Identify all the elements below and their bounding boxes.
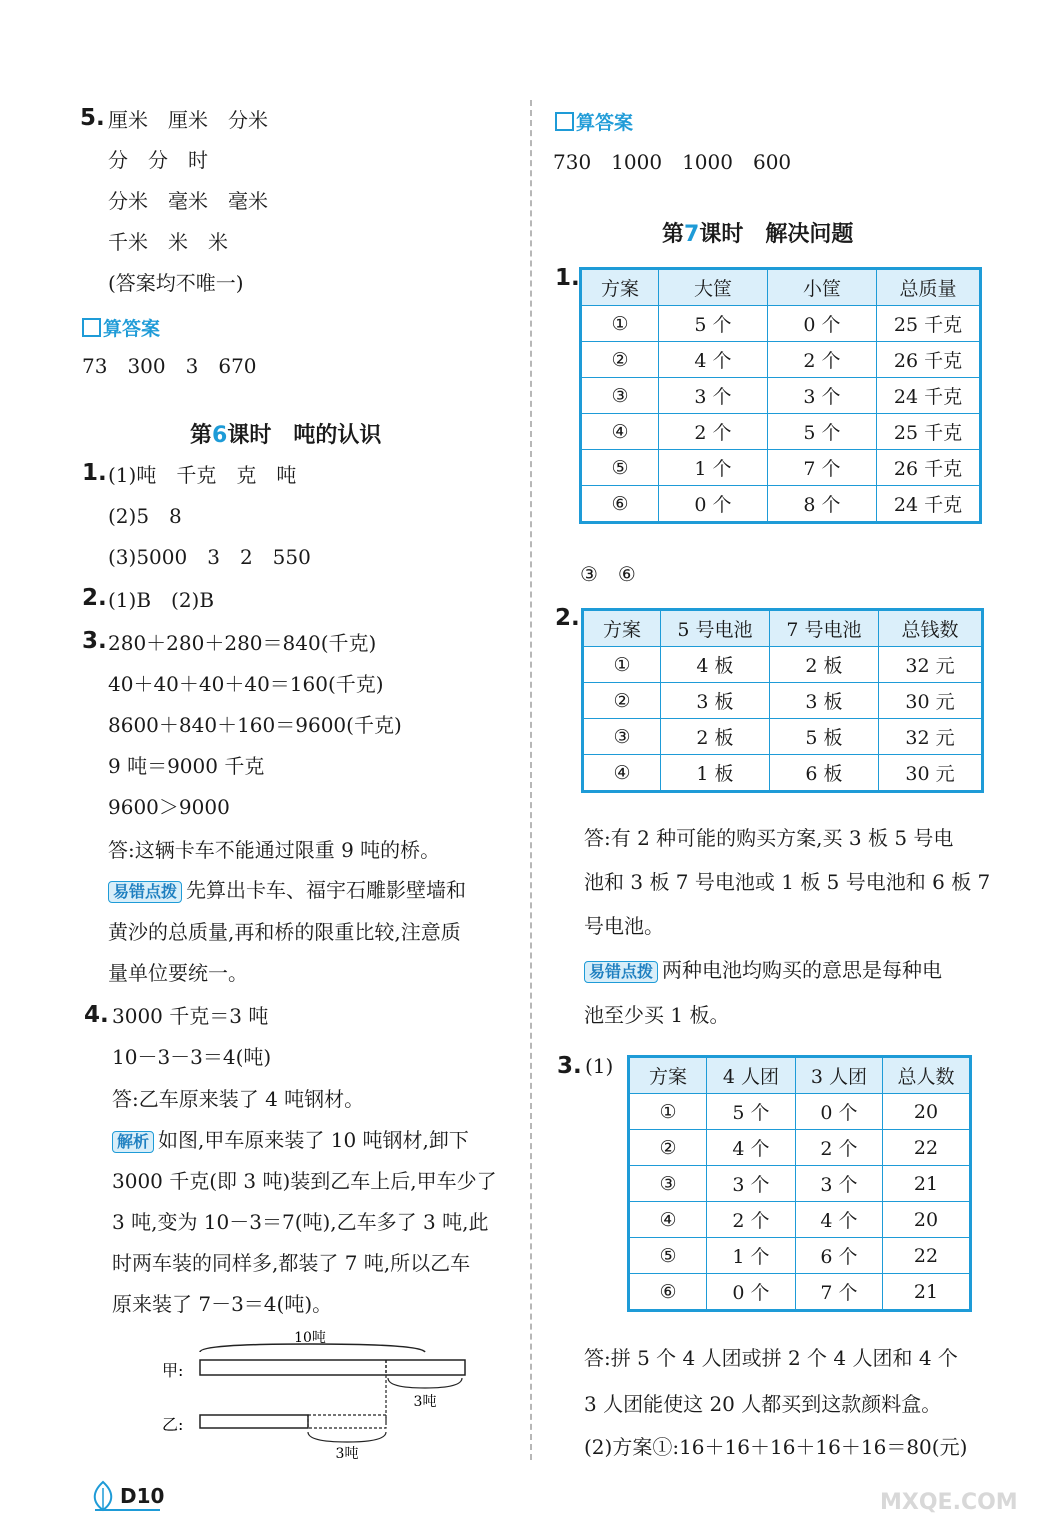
watermark: MXQE.COM [880,1490,1018,1515]
tip-tag: 易错点拨 [584,961,658,983]
q5-line-4: 千米 米 米 [108,230,228,254]
q3-line-1: 280＋280＋280＝840(千克) [108,631,377,655]
q3-number: 3. [82,628,107,654]
bar-yi [200,1415,308,1428]
q4-tip-line-3: 3 吨,变为 10－3＝7(吨),乙车多了 3 吨,此 [112,1210,489,1234]
q5-line-2: 分 分 时 [108,148,208,172]
q4-tip-line-4: 时两车装的同样多,都装了 7 吨,所以乙车 [112,1251,471,1275]
q4-tip-line-1: 解析 如图,甲车原来装了 10 吨钢材,卸下 [112,1128,469,1153]
table-header-row [583,610,983,647]
analysis-tag: 解析 [112,1131,154,1153]
table-groups [627,1055,972,1312]
lesson-7-title: 第7课时 解决问题 [662,222,854,247]
truck-diagram [160,1330,480,1465]
label-3t-a: 3吨 [413,1394,437,1410]
q4-tip-line-5: 原来装了 7－3＝4(吨)。 [112,1292,333,1316]
q1-line-2: (2)5 8 [108,504,182,528]
header-cell: 方案 [581,269,659,306]
brace-3t-b [308,1432,386,1442]
table-row: ③ 3 个 3 个 24 千克 [581,378,981,414]
table-header-row [629,1057,971,1094]
kousuan-values-1: 73 300 3 670 [82,354,257,378]
page-number: D10 [120,1484,165,1508]
bar-yi-added [308,1415,386,1428]
table-baskets [579,267,982,524]
q1-line-1: (1)吨 千克 克 吨 [108,463,297,487]
q2-number: 2. [82,585,107,611]
header-cell: 大筐 [659,269,768,306]
table-row: ④ 2 个 4 个 20 [629,1202,971,1238]
bar-jia [200,1360,465,1375]
q4-number: 4. [84,1002,109,1028]
q4-line-2: 10－3－3＝4(吨) [112,1045,272,1069]
q3-line-5: 9600＞9000 [108,795,230,819]
label-yi: 乙: [162,1415,184,1434]
table-row: ① 5 个 0 个 20 [629,1094,971,1130]
header-cell: 4 人团 [707,1057,796,1094]
q2-line: (1)B (2)B [108,588,215,612]
r-q3-sub: (1) [585,1054,614,1078]
r-q1-answer: ③ ⑥ [580,562,636,586]
q4-tip-line-2: 3000 千克(即 3 吨)装到乙车上后,甲车少了 [112,1169,497,1193]
r-q2-tip-line-2: 池至少买 1 板。 [584,1003,730,1027]
header-cell: 总钱数 [879,610,983,647]
column-divider [530,100,532,1460]
r-q2-answer-2: 池和 3 板 7 号电池或 1 板 5 号电池和 6 板 7 [584,870,991,894]
table-row: ⑥ 0 个 8 个 24 千克 [581,486,981,523]
header-cell: 3 人团 [796,1057,883,1094]
leaf-icon [90,1480,116,1512]
table-batteries [581,608,984,793]
q5-line-3: 分米 毫米 毫米 [108,189,268,213]
table-row: ① 4 板 2 板 32 元 [583,647,983,683]
header-cell: 总人数 [883,1057,971,1094]
q3-tip-line-1: 易错点拨 先算出卡车、福宇石雕影壁墙和 [108,878,466,903]
table-header-row [581,269,981,306]
r-q2-tip-line-1: 易错点拨 两种电池均购买的意思是每种电 [584,958,942,983]
r-q2-answer-1: 答:有 2 种可能的购买方案,买 3 板 5 号电 [584,826,954,850]
kousuan-heading-1: 算答案 [82,314,160,341]
table-row: ② 4 个 2 个 22 [629,1130,971,1166]
table-row: ① 5 个 0 个 25 千克 [581,306,981,342]
q5-number: 5. [80,105,105,131]
label-10t: 10吨 [294,1330,326,1346]
lesson-6-title: 第6课时 吨的认识 [190,423,382,448]
header-cell: 7 号电池 [770,610,879,647]
table-row: ② 4 个 2 个 26 千克 [581,342,981,378]
r-q3-answer-2: 3 人团能使这 20 人都买到这款颜料盒。 [584,1392,942,1416]
q3-answer: 答:这辆卡车不能通过限重 9 吨的桥。 [108,838,441,862]
table-row: ④ 2 个 5 个 25 千克 [581,414,981,450]
q5-note: (答案均不唯一) [108,271,244,295]
table-row: ⑤ 1 个 6 个 22 [629,1238,971,1274]
square-icon [555,112,574,131]
kousuan-values-2: 730 1000 1000 600 [553,150,792,174]
label-jia: 甲: [162,1361,184,1380]
header-cell: 方案 [583,610,661,647]
q3-tip-line-2: 黄沙的总质量,再和桥的限重比较,注意质 [108,920,461,944]
header-cell: 方案 [629,1057,707,1094]
header-cell: 小筐 [768,269,877,306]
q4-answer: 答:乙车原来装了 4 吨钢材。 [112,1087,365,1111]
square-icon [82,318,101,337]
brace-3t-a [388,1378,462,1388]
q3-tip-line-3: 量单位要统一。 [108,961,248,985]
label-3t-b: 3吨 [335,1446,359,1462]
r-q2-number: 2. [555,605,580,631]
q3-line-3: 8600＋840＋160＝9600(千克) [108,713,402,737]
table-row: ③ 3 个 3 个 21 [629,1166,971,1202]
table-row: ③ 2 板 5 板 32 元 [583,719,983,755]
table-row: ④ 1 板 6 板 30 元 [583,755,983,792]
q5-line-1: 厘米 厘米 分米 [108,108,268,132]
tip-tag: 易错点拨 [108,881,182,903]
q1-line-3: (3)5000 3 2 550 [108,545,311,569]
r-q1-number: 1. [555,265,580,291]
r-q3-answer-1: 答:拼 5 个 4 人团或拼 2 个 4 人团和 4 个 [584,1346,958,1370]
table-row: ⑤ 1 个 7 个 26 千克 [581,450,981,486]
q3-line-2: 40＋40＋40＋40＝160(千克) [108,672,384,696]
table-row: ② 3 板 3 板 30 元 [583,683,983,719]
r-q2-answer-3: 号电池。 [584,914,664,938]
q4-line-1: 3000 千克＝3 吨 [112,1004,269,1028]
r-q3-number: 3. [557,1053,582,1079]
header-cell: 总质量 [877,269,981,306]
q1-number: 1. [82,460,107,486]
r-q3-part2: (2)方案①:16＋16＋16＋16＋16＝80(元) [584,1435,968,1459]
q3-line-4: 9 吨＝9000 千克 [108,754,265,778]
table-row: ⑥ 0 个 7 个 21 [629,1274,971,1311]
header-cell: 5 号电池 [661,610,770,647]
kousuan-heading-2: 算答案 [555,108,633,135]
footer-underline [95,1509,160,1511]
